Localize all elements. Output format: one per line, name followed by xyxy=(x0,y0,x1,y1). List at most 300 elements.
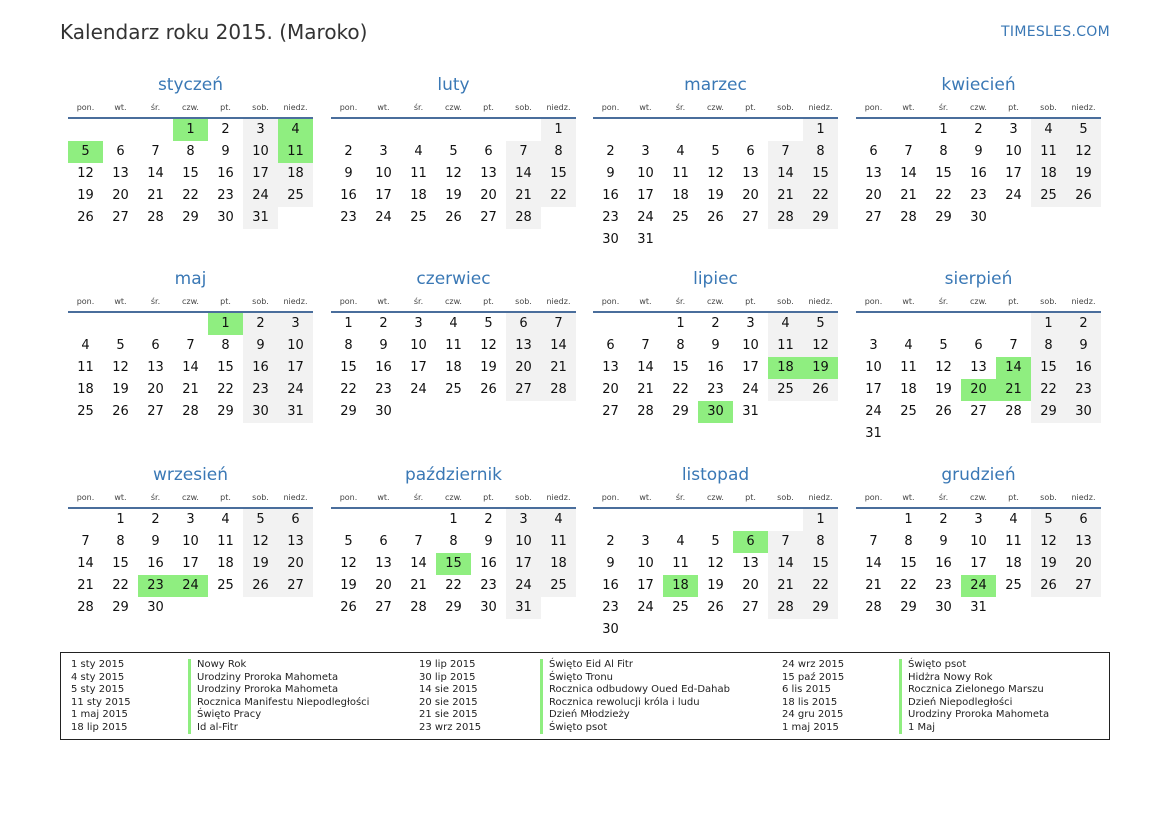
day-cell: 29 xyxy=(182,210,199,225)
legend-holiday-name: Dzień Niepodległości xyxy=(899,697,1049,710)
day-cell: 3 xyxy=(746,316,755,331)
day-cell: 3 xyxy=(414,316,423,331)
weekday-label: śr. xyxy=(413,103,424,112)
day-cell: 3 xyxy=(974,512,983,527)
weekday-label: czw. xyxy=(182,103,199,112)
day-cell: 29 xyxy=(112,600,129,615)
day-cell: 15 xyxy=(672,360,689,375)
legend-holiday-name: Dzień Młodzieży xyxy=(540,709,730,722)
day-cell: 24 xyxy=(243,185,278,207)
day-cell: 26 xyxy=(803,379,838,401)
day-cell: 30 xyxy=(970,210,987,225)
holiday-day-cell: 4 xyxy=(278,119,313,141)
weekday-header xyxy=(856,98,1101,119)
day-cell: 6 xyxy=(1066,509,1101,531)
day-cell: 10 xyxy=(637,556,654,571)
day-cell-empty xyxy=(331,119,366,141)
days-grid xyxy=(593,509,838,641)
day-cell: 26 xyxy=(1066,185,1101,207)
day-cell: 1 xyxy=(939,122,948,137)
day-cell: 6 xyxy=(278,509,313,531)
day-cell: 27 xyxy=(147,404,164,419)
day-cell: 10 xyxy=(970,534,987,549)
holiday-day-cell: 11 xyxy=(278,141,313,163)
day-cell: 4 xyxy=(81,338,90,353)
weekday-label: pon. xyxy=(76,103,95,112)
holiday-day-cell: 24 xyxy=(961,575,996,597)
legend-holiday-name: Rocznica Manifestu Niepodległości xyxy=(188,697,369,710)
day-cell: 28 xyxy=(900,210,917,225)
day-cell: 9 xyxy=(974,144,983,159)
month-name: sierpień xyxy=(944,269,1013,289)
day-cell: 17 xyxy=(243,163,278,185)
day-cell: 1 xyxy=(541,119,576,141)
day-cell: 7 xyxy=(768,141,803,163)
day-cell: 24 xyxy=(742,382,759,397)
day-cell: 15 xyxy=(900,556,917,571)
month-block xyxy=(68,72,313,229)
day-cell: 22 xyxy=(112,578,129,593)
day-cell: 7 xyxy=(414,534,423,549)
day-cell: 20 xyxy=(480,188,497,203)
weekday-label: czw. xyxy=(970,297,987,306)
weekday-label: wt. xyxy=(114,493,127,502)
day-cell: 8 xyxy=(449,534,458,549)
day-cell: 13 xyxy=(742,166,759,181)
day-cell: 19 xyxy=(1031,553,1066,575)
legend-holiday-name: Rocznica Zielonego Marszu xyxy=(899,684,1049,697)
day-cell-empty xyxy=(436,119,471,141)
day-cell: 2 xyxy=(606,144,615,159)
day-cell: 11 xyxy=(77,360,94,375)
legend-date: 6 lis 2015 xyxy=(782,684,831,695)
day-cell: 21 xyxy=(768,185,803,207)
day-cell: 24 xyxy=(637,600,654,615)
day-cell: 23 xyxy=(707,382,724,397)
day-cell: 8 xyxy=(803,531,838,553)
day-cell: 8 xyxy=(344,338,353,353)
day-cell: 15 xyxy=(935,166,952,181)
day-cell: 14 xyxy=(182,360,199,375)
day-cell: 18 xyxy=(410,188,427,203)
day-cell: 9 xyxy=(606,556,615,571)
day-cell: 24 xyxy=(278,379,313,401)
day-cell-empty xyxy=(698,509,733,531)
day-cell-empty xyxy=(663,119,698,141)
day-cell: 14 xyxy=(637,360,654,375)
day-cell-empty xyxy=(768,509,803,531)
weekday-label: sob. xyxy=(777,103,794,112)
month-name: lipiec xyxy=(693,269,738,289)
day-cell: 1 xyxy=(803,509,838,531)
weekday-label: niedz. xyxy=(283,297,308,306)
weekday-label: niedz. xyxy=(808,297,833,306)
day-cell: 16 xyxy=(217,166,234,181)
legend-holiday-name: Hidżra Nowy Rok xyxy=(899,672,1049,685)
day-cell: 7 xyxy=(641,338,650,353)
holiday-day-cell: 1 xyxy=(208,313,243,335)
day-cell: 13 xyxy=(480,166,497,181)
day-cell-empty xyxy=(663,509,698,531)
legend-date: 18 lip 2015 xyxy=(71,721,128,733)
days-grid xyxy=(856,119,1101,229)
day-cell: 20 xyxy=(506,357,541,379)
weekday-label: pon. xyxy=(601,493,620,502)
day-cell: 5 xyxy=(711,534,720,549)
month-block xyxy=(593,266,838,423)
day-cell: 19 xyxy=(77,188,94,203)
day-cell: 16 xyxy=(340,188,357,203)
day-cell: 22 xyxy=(803,185,838,207)
day-cell: 19 xyxy=(707,188,724,203)
day-cell: 1 xyxy=(116,512,125,527)
day-cell: 12 xyxy=(340,556,357,571)
day-cell: 20 xyxy=(112,188,129,203)
day-cell: 27 xyxy=(375,600,392,615)
month-name: grudzień xyxy=(941,465,1016,485)
day-cell: 14 xyxy=(410,556,427,571)
day-cell: 4 xyxy=(676,144,685,159)
weekday-label: śr. xyxy=(675,297,686,306)
day-cell: 12 xyxy=(112,360,129,375)
day-cell: 23 xyxy=(340,210,357,225)
month-block xyxy=(856,72,1101,229)
weekday-label: czw. xyxy=(970,103,987,112)
day-cell: 29 xyxy=(803,207,838,229)
day-cell: 15 xyxy=(1031,357,1066,379)
weekday-label: pon. xyxy=(76,297,95,306)
legend-holiday-name: Święto psot xyxy=(540,722,730,735)
day-cell: 29 xyxy=(1031,401,1066,423)
legend-date: 11 sty 2015 xyxy=(71,696,131,708)
weekday-label: śr. xyxy=(675,103,686,112)
weekday-label: sob. xyxy=(252,493,269,502)
day-cell-empty xyxy=(593,119,628,141)
weekday-label: sob. xyxy=(1040,297,1057,306)
day-cell: 2 xyxy=(711,316,720,331)
day-cell: 9 xyxy=(243,335,278,357)
day-cell: 30 xyxy=(1066,401,1101,423)
day-cell: 15 xyxy=(217,360,234,375)
day-cell: 11 xyxy=(217,534,234,549)
day-cell-empty xyxy=(471,119,506,141)
day-cell: 18 xyxy=(278,163,313,185)
day-cell: 23 xyxy=(602,210,619,225)
day-cell-empty xyxy=(103,313,138,335)
weekday-label: sob. xyxy=(252,297,269,306)
day-cell: 10 xyxy=(278,335,313,357)
day-cell: 2 xyxy=(974,122,983,137)
day-cell: 24 xyxy=(1005,188,1022,203)
day-cell: 5 xyxy=(1066,119,1101,141)
holiday-day-cell: 20 xyxy=(961,379,996,401)
legend-dates-column xyxy=(782,659,844,734)
day-cell: 25 xyxy=(1005,578,1022,593)
weekday-label: pon. xyxy=(76,493,95,502)
legend-names-column xyxy=(899,659,1049,734)
day-cell: 5 xyxy=(484,316,493,331)
day-cell: 23 xyxy=(217,188,234,203)
day-cell: 13 xyxy=(278,531,313,553)
day-cell-empty xyxy=(593,509,628,531)
day-cell: 8 xyxy=(1031,335,1066,357)
day-cell: 5 xyxy=(711,144,720,159)
legend-holiday-name: Święto psot xyxy=(899,659,1049,672)
weekday-label: śr. xyxy=(150,297,161,306)
day-cell: 1 xyxy=(676,316,685,331)
weekday-label: wt. xyxy=(377,103,390,112)
day-cell: 17 xyxy=(637,188,654,203)
legend-holiday-name: 1 Maj xyxy=(899,722,1049,735)
day-cell: 26 xyxy=(480,382,497,397)
day-cell: 12 xyxy=(243,531,278,553)
day-cell: 31 xyxy=(970,600,987,615)
day-cell: 11 xyxy=(768,335,803,357)
legend-date: 1 maj 2015 xyxy=(782,721,839,733)
day-cell: 4 xyxy=(414,144,423,159)
day-cell: 28 xyxy=(865,600,882,615)
day-cell: 15 xyxy=(803,553,838,575)
day-cell: 15 xyxy=(182,166,199,181)
legend-holiday-name: Urodziny Proroka Mahometa xyxy=(899,709,1049,722)
legend-dates-column xyxy=(71,659,131,734)
day-cell: 9 xyxy=(711,338,720,353)
day-cell: 14 xyxy=(77,556,94,571)
day-cell: 4 xyxy=(541,509,576,531)
day-cell: 5 xyxy=(116,338,125,353)
day-cell: 12 xyxy=(707,556,724,571)
day-cell: 16 xyxy=(147,556,164,571)
day-cell: 24 xyxy=(410,382,427,397)
weekday-label: czw. xyxy=(445,493,462,502)
weekday-header xyxy=(593,488,838,509)
weekday-label: sob. xyxy=(1040,493,1057,502)
day-cell: 21 xyxy=(637,382,654,397)
day-cell: 5 xyxy=(803,313,838,335)
day-cell: 20 xyxy=(147,382,164,397)
day-cell-empty xyxy=(926,313,961,335)
month-name: czerwiec xyxy=(416,269,491,289)
day-cell: 25 xyxy=(77,404,94,419)
day-cell: 13 xyxy=(742,556,759,571)
day-cell: 6 xyxy=(606,338,615,353)
day-cell: 9 xyxy=(221,144,230,159)
legend-date: 24 wrz 2015 xyxy=(782,659,845,670)
day-cell: 11 xyxy=(1031,141,1066,163)
days-grid xyxy=(68,313,313,423)
day-cell: 15 xyxy=(541,163,576,185)
day-cell: 30 xyxy=(480,600,497,615)
weekday-label: pt. xyxy=(1008,493,1019,502)
legend-dates-column xyxy=(419,659,481,734)
day-cell: 4 xyxy=(221,512,230,527)
day-cell-empty xyxy=(733,509,768,531)
day-cell: 16 xyxy=(602,188,619,203)
day-cell: 26 xyxy=(340,600,357,615)
weekday-label: pt. xyxy=(220,103,231,112)
day-cell-empty xyxy=(891,313,926,335)
weekday-label: czw. xyxy=(970,493,987,502)
weekday-label: wt. xyxy=(639,493,652,502)
day-cell: 4 xyxy=(1031,119,1066,141)
holiday-day-cell: 18 xyxy=(663,575,698,597)
legend-date: 30 lip 2015 xyxy=(419,671,476,683)
weekday-label: pon. xyxy=(339,297,358,306)
day-cell: 30 xyxy=(217,210,234,225)
day-cell: 10 xyxy=(506,531,541,553)
legend-date: 19 lip 2015 xyxy=(419,659,476,670)
days-grid xyxy=(593,313,838,423)
day-cell: 8 xyxy=(541,141,576,163)
day-cell: 7 xyxy=(904,144,913,159)
weekday-label: wt. xyxy=(639,297,652,306)
day-cell: 30 xyxy=(602,232,619,247)
day-cell: 27 xyxy=(1066,575,1101,597)
day-cell: 7 xyxy=(186,338,195,353)
day-cell: 7 xyxy=(1009,338,1018,353)
day-cell: 30 xyxy=(935,600,952,615)
weekday-label: pon. xyxy=(864,493,883,502)
day-cell: 23 xyxy=(243,379,278,401)
day-cell: 12 xyxy=(803,335,838,357)
day-cell: 21 xyxy=(182,382,199,397)
month-block xyxy=(331,266,576,423)
legend-date: 1 maj 2015 xyxy=(71,709,128,720)
day-cell: 9 xyxy=(344,166,353,181)
legend-holiday-name: Nowy Rok xyxy=(188,659,369,672)
day-cell: 3 xyxy=(506,509,541,531)
day-cell: 14 xyxy=(865,556,882,571)
day-cell: 26 xyxy=(445,210,462,225)
day-cell-empty xyxy=(401,119,436,141)
day-cell: 16 xyxy=(243,357,278,379)
legend-date: 4 sty 2015 xyxy=(71,671,125,683)
day-cell: 3 xyxy=(1009,122,1018,137)
holiday-legend xyxy=(60,652,1110,740)
day-cell: 22 xyxy=(935,188,952,203)
day-cell: 9 xyxy=(939,534,948,549)
day-cell: 13 xyxy=(865,166,882,181)
days-grid xyxy=(331,119,576,229)
day-cell: 21 xyxy=(541,357,576,379)
weekday-label: niedz. xyxy=(1071,297,1096,306)
day-cell: 25 xyxy=(278,185,313,207)
legend-holiday-name: Urodziny Proroka Mahometa xyxy=(188,672,369,685)
day-cell: 15 xyxy=(112,556,129,571)
weekday-header xyxy=(331,488,576,509)
month-name: styczeń xyxy=(157,75,224,95)
weekday-label: pon. xyxy=(864,103,883,112)
day-cell: 10 xyxy=(637,166,654,181)
day-cell: 13 xyxy=(602,360,619,375)
site-logo[interactable]: TIMESLES.COM xyxy=(1001,24,1110,40)
day-cell: 17 xyxy=(375,188,392,203)
day-cell: 29 xyxy=(900,600,917,615)
day-cell: 23 xyxy=(970,188,987,203)
day-cell: 31 xyxy=(243,207,278,229)
day-cell: 14 xyxy=(147,166,164,181)
day-cell: 29 xyxy=(935,210,952,225)
day-cell: 20 xyxy=(865,188,882,203)
day-cell: 14 xyxy=(768,553,803,575)
day-cell: 13 xyxy=(1066,531,1101,553)
day-cell: 28 xyxy=(768,207,803,229)
day-cell: 16 xyxy=(970,166,987,181)
day-cell: 3 xyxy=(278,313,313,335)
weekday-label: śr. xyxy=(413,297,424,306)
day-cell: 19 xyxy=(480,360,497,375)
day-cell: 22 xyxy=(1031,379,1066,401)
day-cell: 17 xyxy=(182,556,199,571)
weekday-label: sob. xyxy=(777,297,794,306)
day-cell: 26 xyxy=(707,210,724,225)
weekday-label: wt. xyxy=(114,103,127,112)
weekday-label: niedz. xyxy=(546,297,571,306)
day-cell-empty xyxy=(138,119,173,141)
day-cell: 26 xyxy=(1031,575,1066,597)
day-cell: 2 xyxy=(1066,313,1101,335)
day-cell: 28 xyxy=(1005,404,1022,419)
day-cell: 21 xyxy=(768,575,803,597)
day-cell: 16 xyxy=(480,556,497,571)
weekday-label: pt. xyxy=(745,297,756,306)
day-cell: 1 xyxy=(344,316,353,331)
day-cell: 13 xyxy=(506,335,541,357)
day-cell: 1 xyxy=(904,512,913,527)
day-cell: 26 xyxy=(935,404,952,419)
day-cell: 13 xyxy=(970,360,987,375)
legend-holiday-name: Święto Pracy xyxy=(188,709,369,722)
day-cell: 28 xyxy=(541,379,576,401)
holiday-day-cell: 19 xyxy=(803,357,838,379)
weekday-label: wt. xyxy=(377,493,390,502)
holiday-day-cell: 21 xyxy=(996,379,1031,401)
day-cell: 27 xyxy=(112,210,129,225)
day-cell: 22 xyxy=(182,188,199,203)
weekday-header xyxy=(331,292,576,313)
days-grid xyxy=(593,119,838,251)
day-cell: 28 xyxy=(77,600,94,615)
day-cell-empty xyxy=(593,313,628,335)
day-cell: 17 xyxy=(506,553,541,575)
weekday-label: pt. xyxy=(483,297,494,306)
day-cell: 25 xyxy=(672,600,689,615)
month-name: maj xyxy=(174,269,207,289)
day-cell-empty xyxy=(628,509,663,531)
day-cell-empty xyxy=(961,313,996,335)
day-cell: 6 xyxy=(116,144,125,159)
day-cell: 31 xyxy=(506,597,541,619)
weekday-label: sob. xyxy=(515,493,532,502)
month-block xyxy=(593,72,838,251)
day-cell: 31 xyxy=(742,404,759,419)
day-cell: 26 xyxy=(243,575,278,597)
weekday-label: śr. xyxy=(938,297,949,306)
day-cell: 25 xyxy=(410,210,427,225)
weekday-label: wt. xyxy=(114,297,127,306)
weekday-label: czw. xyxy=(445,103,462,112)
day-cell: 19 xyxy=(340,578,357,593)
day-cell: 5 xyxy=(243,509,278,531)
day-cell: 13 xyxy=(112,166,129,181)
weekday-label: niedz. xyxy=(808,493,833,502)
day-cell: 3 xyxy=(641,144,650,159)
day-cell: 28 xyxy=(410,600,427,615)
weekday-label: śr. xyxy=(938,493,949,502)
day-cell: 23 xyxy=(375,382,392,397)
day-cell: 31 xyxy=(637,232,654,247)
day-cell-empty xyxy=(856,313,891,335)
